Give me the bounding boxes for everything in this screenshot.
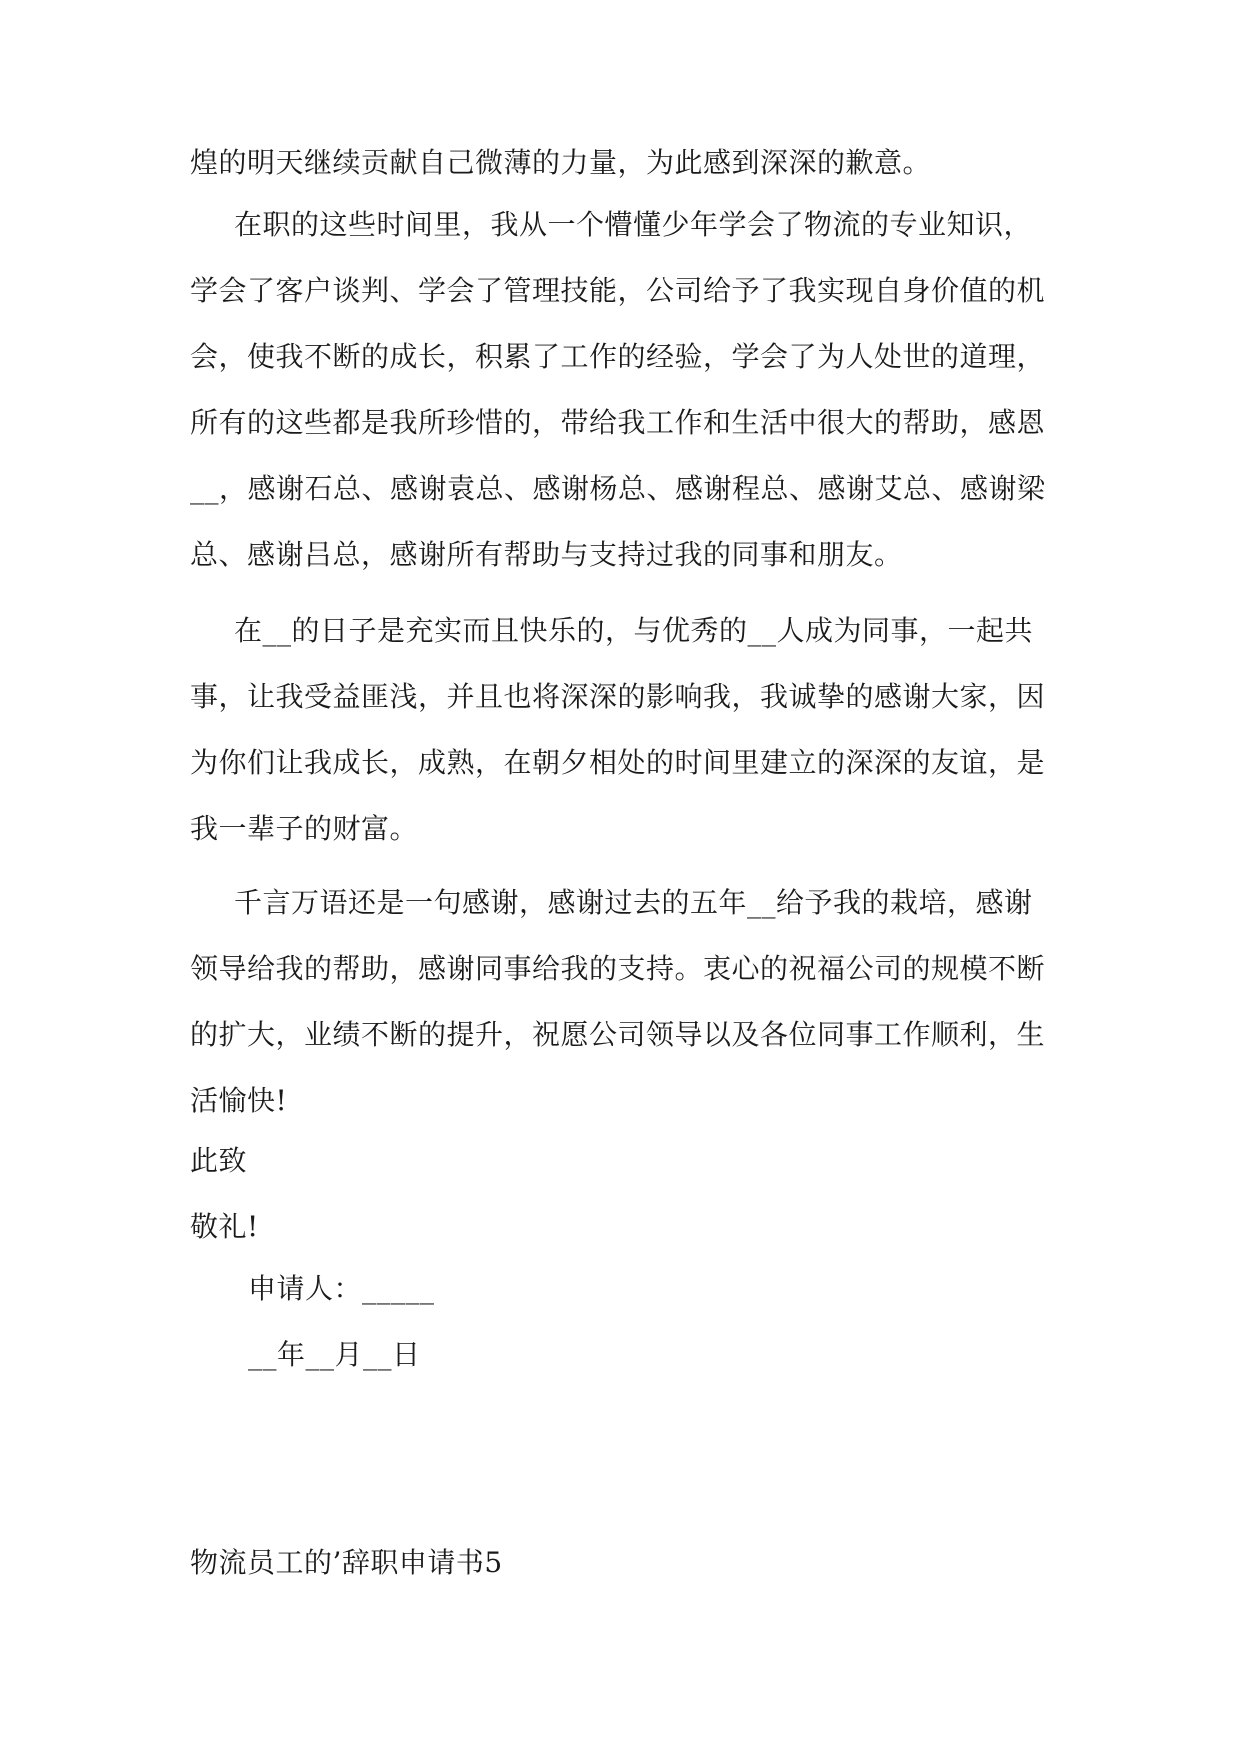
paragraph-line: 事，让我受益匪浅，并且也将深深的影响我，我诚挚的感谢大家，因 <box>190 680 1046 713</box>
paragraph-line: 煌的明天继续贡献自己微薄的力量，为此感到深深的歉意。 <box>190 146 932 179</box>
paragraph-4 <box>190 870 1062 1134</box>
paragraph-line: 的扩大，业绩不断的提升，祝愿公司领导以及各位同事工作顺利，生 <box>190 1018 1046 1051</box>
paragraph-1 <box>190 130 1062 196</box>
paragraph-line: 会，使我不断的成长，积累了工作的经验，学会了为人处世的道理， <box>190 340 1046 373</box>
signature-block <box>190 1256 1062 1388</box>
applicant-line: 申请人：_____ <box>248 1272 435 1305</box>
next-section-title <box>190 1530 1062 1596</box>
paragraph-line: 为你们让我成长，成熟，在朝夕相处的时间里建立的深深的友谊，是 <box>190 746 1046 779</box>
closing-line-2: 敬礼! <box>190 1210 259 1243</box>
paragraph-line: 活愉快! <box>190 1084 288 1117</box>
date-line: __年__月__日 <box>248 1338 421 1371</box>
paragraph-line: 总、感谢吕总，感谢所有帮助与支持过我的同事和朋友。 <box>190 538 903 571</box>
paragraph-line: 我一辈子的财富。 <box>190 812 419 845</box>
paragraph-line: __，感谢石总、感谢袁总、感谢杨总、感谢程总、感谢艾总、感谢梁 <box>190 472 1046 505</box>
closing <box>190 1128 1062 1260</box>
paragraph-3 <box>190 598 1062 862</box>
paragraph-line: 领导给我的帮助，感谢同事给我的支持。衷心的祝福公司的规模不断 <box>190 952 1046 985</box>
paragraph-line: 千言万语还是一句感谢，感谢过去的五年__给予我的栽培，感谢 <box>234 886 1033 919</box>
section-title: 物流员工的’辞职申请书5 <box>190 1546 503 1579</box>
paragraph-line: 在__的日子是充实而且快乐的，与优秀的__人成为同事，一起共 <box>234 614 1034 647</box>
paragraph-line: 学会了客户谈判、学会了管理技能，公司给予了我实现自身价值的机 <box>190 274 1046 307</box>
paragraph-line: 在职的这些时间里，我从一个懵懂少年学会了物流的专业知识， <box>234 208 1033 241</box>
closing-line-1: 此致 <box>190 1144 248 1177</box>
paragraph-2 <box>190 192 1062 588</box>
paragraph-line: 所有的这些都是我所珍惜的，带给我工作和生活中很大的帮助，感恩 <box>190 406 1046 439</box>
